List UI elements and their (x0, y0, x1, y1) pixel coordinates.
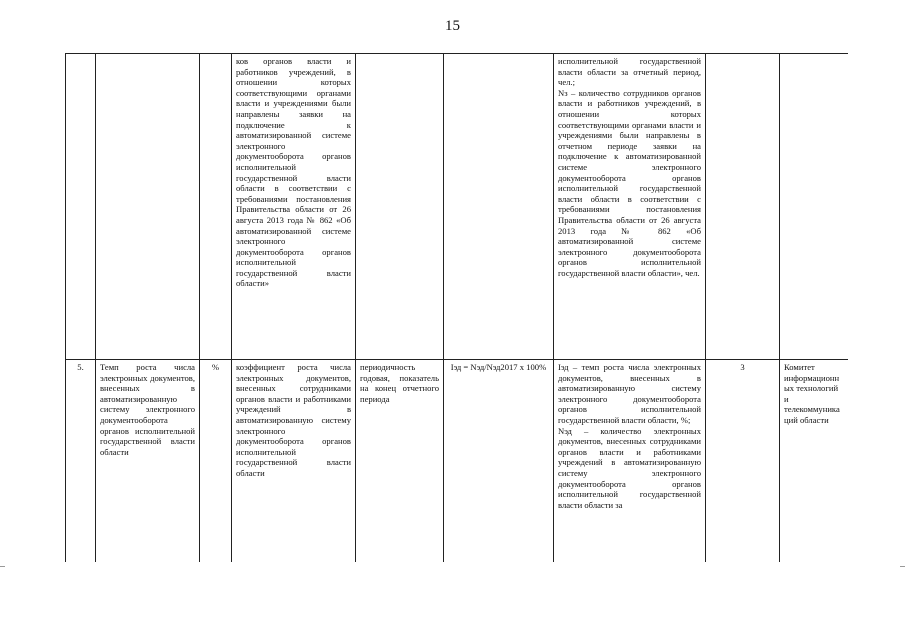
cell-description: исполнительной государственной власти области за отчетный период, чел.; Nз – количество сотрудников органов власти и работников учреждений, в отношении которых соответствующими органами власти и учреждениями были направлены в отчетном периоде заявки на подключение к автоматизированной системе электронного документооборота органов исполнительной государственной власти области в соответствии с требованиями постановления Правительства области от 26 августа 2013 года № 862 «Об автоматизированной системе электронного документооборота органов исполнительной государственной власти области», чел. (554, 54, 706, 360)
cell-formula: Iэд = Nэд/Nэд2017 х 100% (444, 360, 554, 563)
indicator-table-wrapper (65, 53, 848, 562)
indicator-table (65, 53, 848, 562)
cell-periodicity: периодичность годовая, показатель на конец отчетного периода (356, 360, 444, 563)
cell-unit (200, 54, 232, 360)
cell-value: 3 (706, 360, 780, 563)
page-number: 15 (445, 18, 460, 34)
scan-edge-mark-left (0, 566, 5, 567)
cell-responsible (780, 54, 849, 360)
cell-indicator-name (96, 54, 200, 360)
cell-responsible: Комитет информационных технологий и телекоммуникаций области (780, 360, 849, 563)
cell-definition: ков органов власти и работников учреждений, в отношении которых соответствующими органами власти и учреждениями были направлены заявки на подключение к автоматизированной системе электронного документооборота органов исполнительной государственной власти области в соответствии с требованиями постановления Правительства области от 26 августа 2013 года № 862 «Об автоматизированной системе электронного документооборота органов исполнительной государственной власти области» (232, 54, 356, 360)
cell-number: 5. (66, 360, 96, 563)
cell-indicator-name: Темп роста числа электронных документов, внесенных в автоматизированную систему электронного документооборота органов исполнительной государственной власти области (96, 360, 200, 563)
cell-formula (444, 54, 554, 360)
cell-value (706, 54, 780, 360)
cell-definition: коэффициент роста числа электронных документов, внесенных сотрудниками органов власти и работниками учреждений в автоматизированную систему электронного документооборота органов исполнительной государственной власти области (232, 360, 356, 563)
cell-periodicity (356, 54, 444, 360)
table-row (66, 54, 849, 360)
cell-number (66, 54, 96, 360)
scan-edge-mark-right (900, 566, 905, 567)
cell-description: Iэд – темп роста числа электронных документов, внесенных в автоматизированную систему электронного документооборота органов исполнительной государственной власти области, %; Nэд – количество электронных документов, внесенных сотрудниками органов власти и работниками учреждений в автоматизированную систему электронного документооборота органов исполнительной государственной власти области за (554, 360, 706, 563)
cell-unit: % (200, 360, 232, 563)
table-row (66, 360, 849, 563)
